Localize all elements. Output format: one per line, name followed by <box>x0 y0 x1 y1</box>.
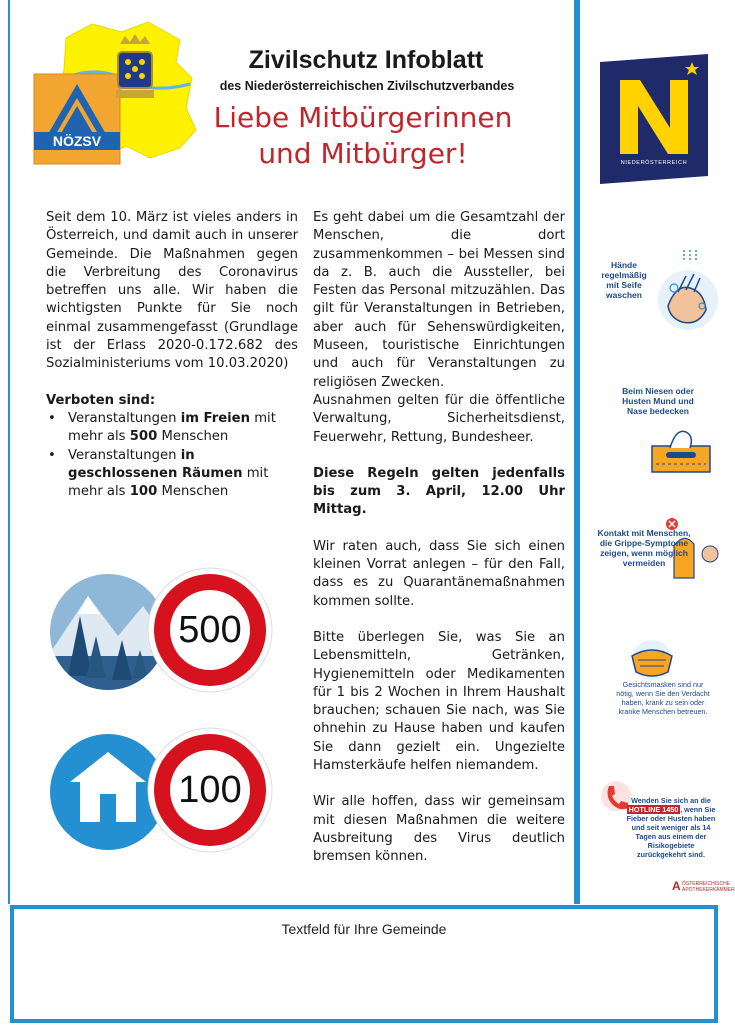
forbidden-list <box>46 410 298 501</box>
closing-paragraph: Wir alle hoffen, dass wir gemeinsam mit diesen Maßnahmen die weitere Ausbreitung des Virus deutlich bremsen können. <box>313 794 565 865</box>
coat-of-arms-icon <box>116 34 154 98</box>
exceptions-paragraph: Ausnahmen gelten für die öffentliche Verwaltung, Sicherheitsdienst, Feuerwehr, Rettung, Bundesheer. <box>313 392 565 445</box>
pharmacy-a-icon: A <box>672 879 681 893</box>
face-mask-icon <box>620 640 684 682</box>
indoor-limit-graphic <box>48 726 278 856</box>
forbidden-heading: Verboten sind: <box>46 392 156 408</box>
tip-masks-text: Gesichtsmasken sind nur nötig, wenn Sie den Verdacht haben, krank zu sein oder kranke Menschen betreuen. <box>616 680 710 716</box>
page-title: Zivilschutz Infoblatt <box>248 46 484 74</box>
nozsv-logo-group <box>30 18 200 178</box>
outdoor-limit-graphic <box>48 566 278 696</box>
left-column <box>46 209 298 501</box>
speed-sign-500-label: 500 <box>178 609 242 651</box>
list-item: • Veranstaltungen in geschlossenen Räumen mit mehr als 100 Menschen <box>46 447 298 502</box>
supplies-paragraph: Wir raten auch, dass Sie sich einen kleinen Vorrat anlegen – für den Fall, dass es zu Quarantänemaßnahmen kommen sollte. <box>313 538 565 609</box>
greeting <box>198 100 528 172</box>
tissue-box-icon <box>646 426 716 476</box>
municipality-textfield[interactable] <box>10 905 718 1023</box>
scope-paragraph: Es geht dabei um die Gesamtzahl der Menschen, die dort zusammenkommen – bei Messen sind da z. B. auch die Aussteller, bei Festen das Personal mitzuzählen. Das gilt für Veranstaltungen in Betrieben, aber auch für Sehenswürdigkeiten, Museen, touristische Einrichtungen und auch für Veranstaltungen zu religiösen Zwecken. <box>313 210 565 390</box>
tip-sneeze-text: Beim Niesen oder Husten Mund und Nase bedecken <box>622 386 694 416</box>
tip-wash-text: Hände regelmäßig mit Seife waschen <box>601 260 647 300</box>
tip-contact-text: Kontakt mit Menschen, die Grippe-Symptome zeigen, wenn möglich vermeiden <box>597 528 691 568</box>
hand-washing-icon <box>654 248 718 334</box>
brand-caption: NIEDERÖSTERREICH <box>620 160 688 166</box>
nozsv-label: NÖZSV <box>34 132 120 150</box>
hotline-badge: HOTLINE 1450 <box>628 805 679 814</box>
pharmacy-line-1: ÖSTERREICHISCHE <box>682 881 731 887</box>
intro-paragraph: Seit dem 10. März ist vieles anders in Österreich, und damit auch in unserer Gemeinde. Die Maßnahmen gegen die Verbreitung des Coronavirus betreffen uns alle. Wir haben die wichtigsten Punkte für Sie noch einmal zusammengefasst (Grundlage ist der Erlass 2020-0.172.682 des Sozialministeriums vom 10.03.2020) <box>46 210 298 372</box>
pharmacy-line-2: APOTHEKERKAMMER <box>682 887 735 893</box>
greeting-line-2: und Mitbürger! <box>258 137 468 170</box>
tip-hotline-text: Wenden Sie sich an die HOTLINE 1450 , wenn Sie Fieber oder Husten haben und seit weniger als 14 Tagen aus einem der Risikogebiete zurückgekehrt sind. <box>626 796 716 859</box>
page-subtitle: des Niederösterreichischen Zivilschutzverbandes <box>219 79 515 93</box>
speed-sign-100-label: 100 <box>178 769 242 811</box>
validity-paragraph: Diese Regeln gelten jedenfalls bis zum 3. April, 12.00 Uhr Mittag. <box>313 465 565 518</box>
tip-hotline <box>596 778 720 858</box>
greeting-line-1: Liebe Mitbürgerinnen <box>213 101 513 134</box>
right-column <box>313 209 565 867</box>
tip-cover-sneeze <box>596 386 720 476</box>
textfield-label: Textfeld für Ihre Gemeinde <box>281 921 447 937</box>
niederoesterreich-logo <box>598 54 710 184</box>
tip-wash-hands <box>596 248 720 334</box>
tip-avoid-contact <box>596 516 720 588</box>
tip-masks <box>596 640 720 730</box>
shopping-paragraph: Bitte überlegen Sie, was Sie an Lebensmitteln, Getränken, Hygienemitteln oder Medikamenten für 1 bis 2 Wochen in Ihrem Haushalt brauchen; schauen Sie nach, was Sie ohnehin zu Hause haben und kaufen Sie dann gezielt ein. Ungezielte Hamsterkäufe helfen niemandem. <box>313 629 565 774</box>
list-item: • Veranstaltungen im Freien mit mehr als 500 Menschen <box>46 410 298 447</box>
